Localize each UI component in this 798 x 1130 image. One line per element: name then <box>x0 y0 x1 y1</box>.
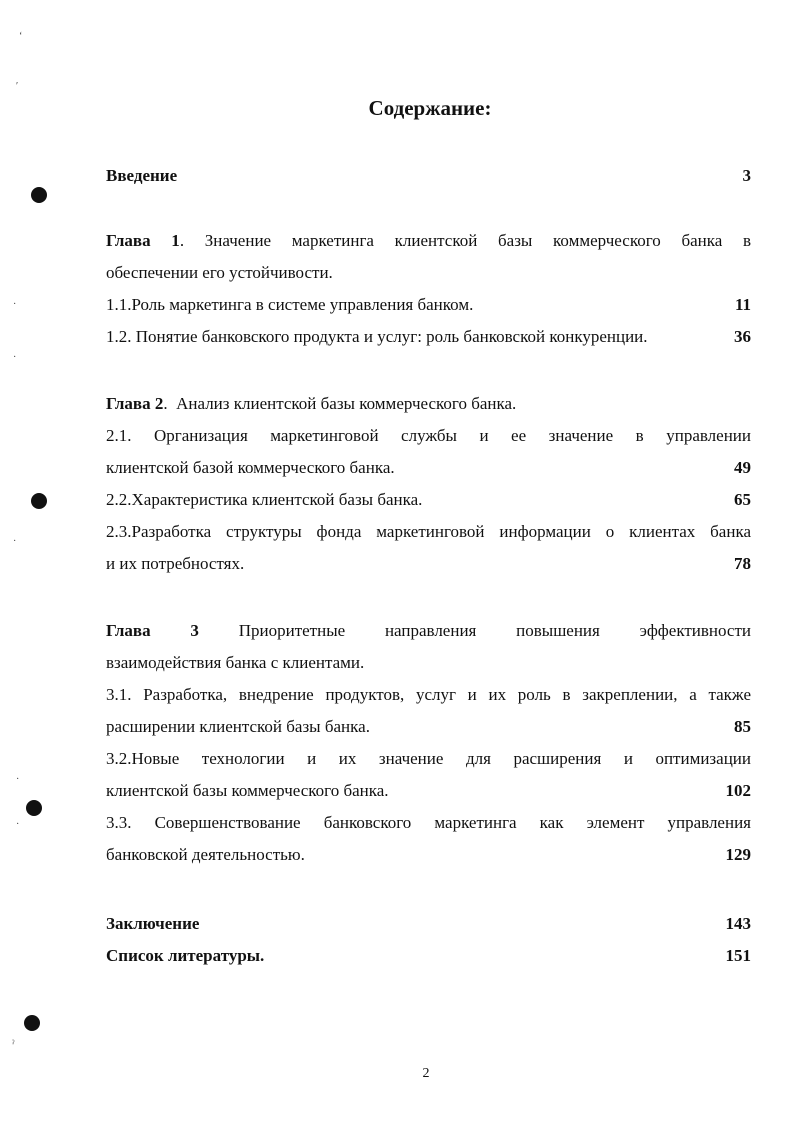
toc-page-number: 11 <box>734 295 751 314</box>
chapter-title-text: Приоритетные направления повышения эффективности <box>238 621 752 640</box>
scan-speck: · <box>13 299 17 310</box>
toc-page-number: 3 <box>742 166 751 185</box>
toc-page-number: 102 <box>725 781 751 800</box>
page-number: 2 <box>422 1066 430 1081</box>
toc-section-title: 3.2.Новые технологии и их значение для расширения и оптимизации <box>106 749 751 768</box>
binder-hole-4 <box>24 1015 40 1031</box>
page-title: Содержание: <box>368 96 492 120</box>
toc-page-number: 36 <box>734 327 751 346</box>
toc-chapter-1 <box>106 225 751 353</box>
toc-section-3-2 <box>106 743 751 807</box>
chapter-title-line: Глава 2. Анализ клиентской базы коммерческого банка. <box>106 394 517 413</box>
binder-hole-1 <box>31 187 47 203</box>
toc-section-2-2 <box>106 484 751 516</box>
toc-section-3-1 <box>106 679 751 743</box>
toc-entry-conclusion <box>106 908 751 940</box>
toc-page-number: 65 <box>734 490 751 509</box>
toc-label: Заключение <box>106 914 200 933</box>
chapter-title-text: Анализ клиентской базы коммерческого банка. <box>176 394 517 413</box>
toc-entry-references <box>106 940 751 972</box>
scan-speck: ʻ <box>19 31 23 42</box>
toc-section-title: 3.1. Разработка, внедрение продуктов, услуг и их роль в закреплении, а также <box>106 685 751 704</box>
toc-section-1-2 <box>106 321 751 353</box>
toc-page-number: 85 <box>734 717 751 736</box>
scan-speck: · <box>13 536 17 547</box>
toc-page-number: 143 <box>725 914 751 933</box>
toc-section-title: 1.2. Понятие банковского продукта и услуг: роль банковской конкуренции. <box>106 327 648 346</box>
toc-section-title: 2.2.Характеристика клиентской базы банка. <box>106 490 423 509</box>
toc-section-title: расширении клиентской базы банка. <box>106 717 370 736</box>
toc-section-title: и их потребностях. <box>106 554 245 573</box>
toc-page-number: 78 <box>734 554 751 573</box>
binder-hole-3 <box>26 800 42 816</box>
toc-label: Список литературы. <box>106 946 265 965</box>
toc-section-1-1 <box>106 289 751 321</box>
toc-chapter-2 <box>106 388 751 580</box>
chapter-title-line: взаимодействия банка с клиентами. <box>106 653 365 672</box>
toc-label: Введение <box>106 166 178 185</box>
toc-section-2-1 <box>106 420 751 484</box>
toc-section-title: 3.3. Совершенствование банковского маркетинга как элемент управления <box>106 813 751 832</box>
toc-section-title: 2.3.Разработка структуры фонда маркетинговой информации о клиентах банка <box>106 522 751 541</box>
toc-section-title: 2.1. Организация маркетинговой службы и ее значение в управлении <box>106 426 751 445</box>
scan-speck: ˀ <box>12 1039 15 1050</box>
toc-entry-intro <box>106 160 751 192</box>
toc-section-title: 1.1.Роль маркетинга в системе управления банком. <box>106 295 474 314</box>
chapter-title-line: Глава 1. Значение маркетинга клиентской базы коммерческого банка в <box>106 231 752 250</box>
toc-section-title: клиентской базой коммерческого банка. <box>106 458 395 477</box>
toc-chapter-3 <box>106 615 751 871</box>
scan-speck: ʹ <box>16 81 19 92</box>
toc-section-title: клиентской базы коммерческого банка. <box>106 781 389 800</box>
toc-section-2-3 <box>106 516 751 580</box>
scan-speck: · <box>13 352 17 363</box>
chapter-title-text: Значение маркетинга клиентской базы коммерческого банка в <box>204 231 752 250</box>
toc-section-title: банковской деятельностью. <box>106 845 305 864</box>
chapter-heading: Глава 1 <box>106 231 180 250</box>
binder-hole-2 <box>31 493 47 509</box>
toc-page-number: 151 <box>725 946 751 965</box>
scan-speck: · <box>16 774 20 785</box>
chapter-title-line <box>106 615 751 647</box>
chapter-title-line: обеспечении его устойчивости. <box>106 263 333 282</box>
toc-page-number: 49 <box>734 458 751 477</box>
scan-speck: · <box>16 819 20 830</box>
toc-page-number: 129 <box>725 845 751 864</box>
chapter-heading: Глава 2 <box>106 394 164 413</box>
toc-section-3-3 <box>106 807 751 871</box>
chapter-heading: Глава 3 <box>106 621 199 640</box>
